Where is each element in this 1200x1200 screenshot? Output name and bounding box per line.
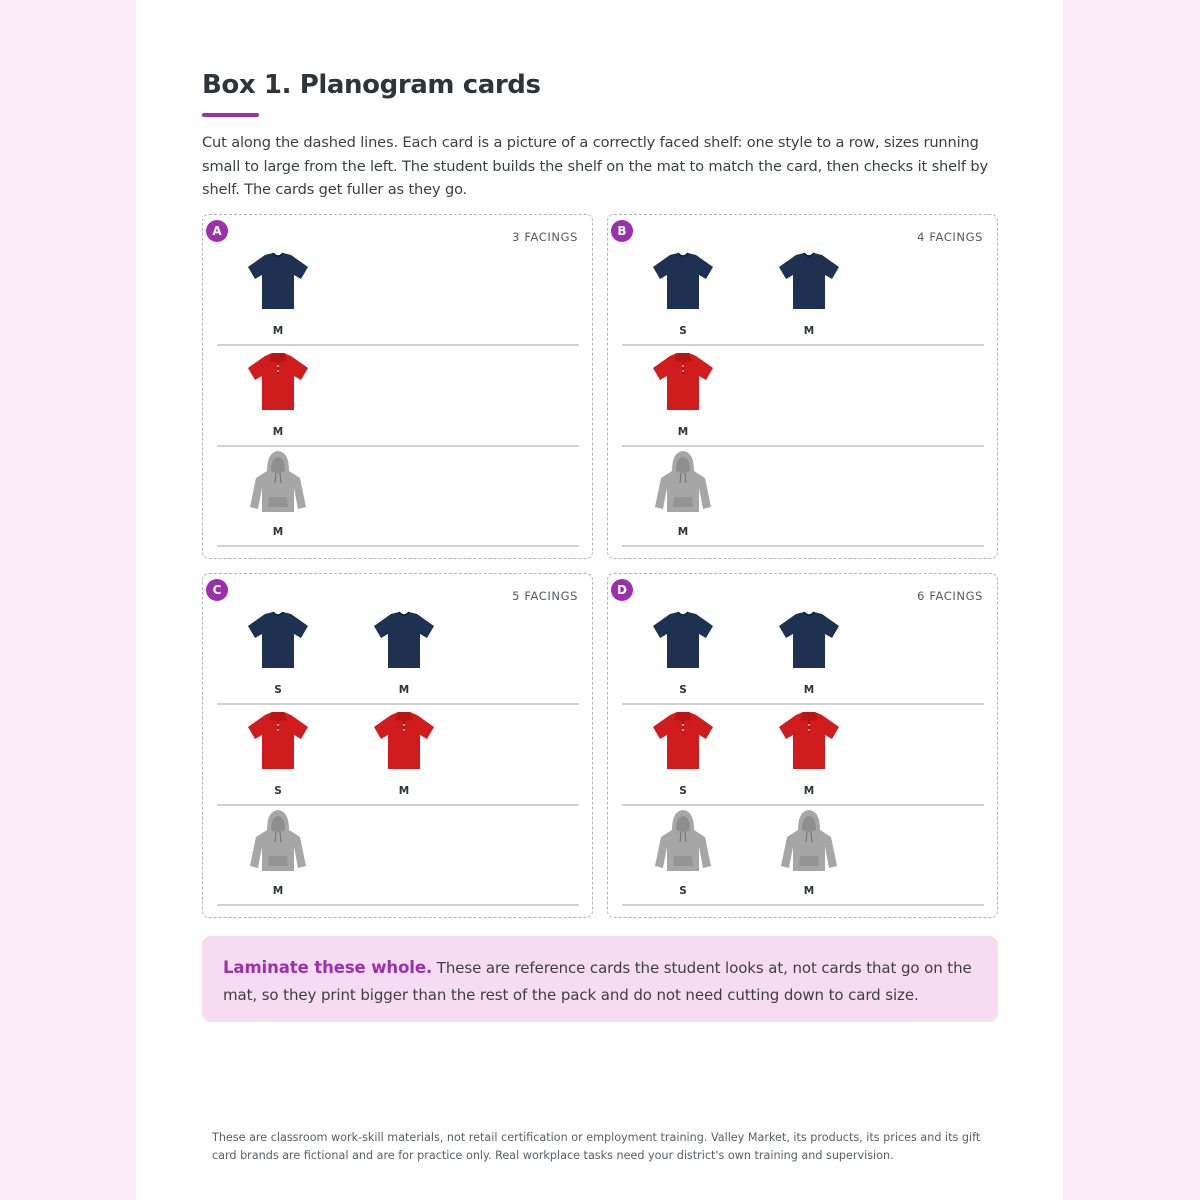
tshirt-icon	[774, 246, 844, 316]
size-label: M	[677, 526, 689, 538]
box-title: Box 1. Planogram cards	[202, 70, 541, 100]
facings-count: 5 FACINGS	[512, 589, 578, 603]
shelf-row	[622, 706, 984, 806]
shelf-row	[217, 706, 579, 806]
callout-heading: Laminate these whole.	[223, 958, 433, 977]
size-label: M	[803, 885, 815, 897]
shelf-row	[622, 605, 984, 705]
size-label: M	[398, 785, 410, 797]
facings-count: 3 FACINGS	[512, 230, 578, 244]
footnote-disclaimer: These are classroom work-skill materials, not retail certification or employment training. Valley Market, its products, its prices and its gift card brands are fictional and are for practice only. Real workplace tasks need your district's own training and supervision.	[212, 1131, 981, 1162]
facing-item	[774, 806, 844, 906]
facing-item	[369, 605, 439, 705]
size-label: S	[679, 684, 687, 696]
facing-item	[774, 706, 844, 806]
tshirt-icon	[369, 605, 439, 675]
polo-icon	[648, 706, 718, 776]
facing-item	[243, 246, 313, 346]
card-letter-badge: C	[206, 579, 228, 601]
size-label: M	[272, 885, 284, 897]
planogram-card	[607, 214, 998, 559]
shelf-divider	[622, 344, 984, 346]
shelf-row	[217, 246, 579, 346]
size-label: M	[272, 526, 284, 538]
polo-icon	[369, 706, 439, 776]
size-label: M	[272, 325, 284, 337]
laminate-callout	[202, 936, 998, 1022]
size-label: M	[677, 426, 689, 438]
facing-item	[243, 706, 313, 806]
facing-item	[648, 806, 718, 906]
facing-item	[243, 605, 313, 705]
tshirt-icon	[648, 605, 718, 675]
tshirt-icon	[243, 605, 313, 675]
size-label: M	[803, 325, 815, 337]
facing-item	[243, 347, 313, 447]
planogram-card	[202, 214, 593, 559]
shelf-row	[217, 605, 579, 705]
facing-item	[243, 806, 313, 906]
facing-item	[648, 605, 718, 705]
shelf-row	[622, 246, 984, 346]
size-label: S	[679, 325, 687, 337]
shelf-divider	[217, 703, 579, 705]
hoodie-icon	[648, 806, 718, 876]
shelf-divider	[622, 904, 984, 906]
shelf-row	[622, 447, 984, 547]
hoodie-icon	[648, 447, 718, 517]
tshirt-icon	[774, 605, 844, 675]
polo-icon	[243, 706, 313, 776]
facing-item	[648, 447, 718, 547]
facing-item	[774, 605, 844, 705]
planogram-card	[607, 573, 998, 918]
page-sheet	[136, 0, 1063, 1200]
facing-item	[648, 347, 718, 447]
title-underline	[202, 113, 259, 117]
shelf-row	[217, 347, 579, 447]
shelf-row	[622, 347, 984, 447]
facings-count: 4 FACINGS	[917, 230, 983, 244]
tshirt-icon	[648, 246, 718, 316]
facing-item	[648, 246, 718, 346]
planogram-card	[202, 573, 593, 918]
hoodie-icon	[243, 447, 313, 517]
shelf-row	[622, 806, 984, 906]
facing-item	[243, 447, 313, 547]
polo-icon	[243, 347, 313, 417]
size-label: M	[803, 785, 815, 797]
card-letter-badge: D	[611, 579, 633, 601]
polo-icon	[774, 706, 844, 776]
card-letter-badge: B	[611, 220, 633, 242]
size-label: M	[803, 684, 815, 696]
intro-paragraph: Cut along the dashed lines. Each card is a picture of a correctly faced shelf: one style to a row, sizes running small to large from the left. The student builds the shelf on the mat to match the card, then checks it shelf by shelf. The cards get fuller as they go.	[202, 134, 988, 198]
hoodie-icon	[774, 806, 844, 876]
shelf-divider	[622, 703, 984, 705]
facing-item	[648, 706, 718, 806]
tshirt-icon	[243, 246, 313, 316]
callout-body: These are reference cards the student looks at, not cards that go on the mat, so they print bigger than the rest of the pack and do not need cutting down to card size.	[223, 959, 972, 1004]
size-label: S	[679, 785, 687, 797]
polo-icon	[648, 347, 718, 417]
shelf-divider	[622, 545, 984, 547]
card-letter-badge: A	[206, 220, 228, 242]
facings-count: 6 FACINGS	[917, 589, 983, 603]
size-label: S	[274, 684, 282, 696]
hoodie-icon	[243, 806, 313, 876]
shelf-row	[217, 806, 579, 906]
shelf-divider	[217, 904, 579, 906]
size-label: M	[398, 684, 410, 696]
size-label: M	[272, 426, 284, 438]
shelf-divider	[217, 344, 579, 346]
facing-item	[369, 706, 439, 806]
size-label: S	[274, 785, 282, 797]
shelf-divider	[217, 545, 579, 547]
size-label: S	[679, 885, 687, 897]
facing-item	[774, 246, 844, 346]
shelf-row	[217, 447, 579, 547]
